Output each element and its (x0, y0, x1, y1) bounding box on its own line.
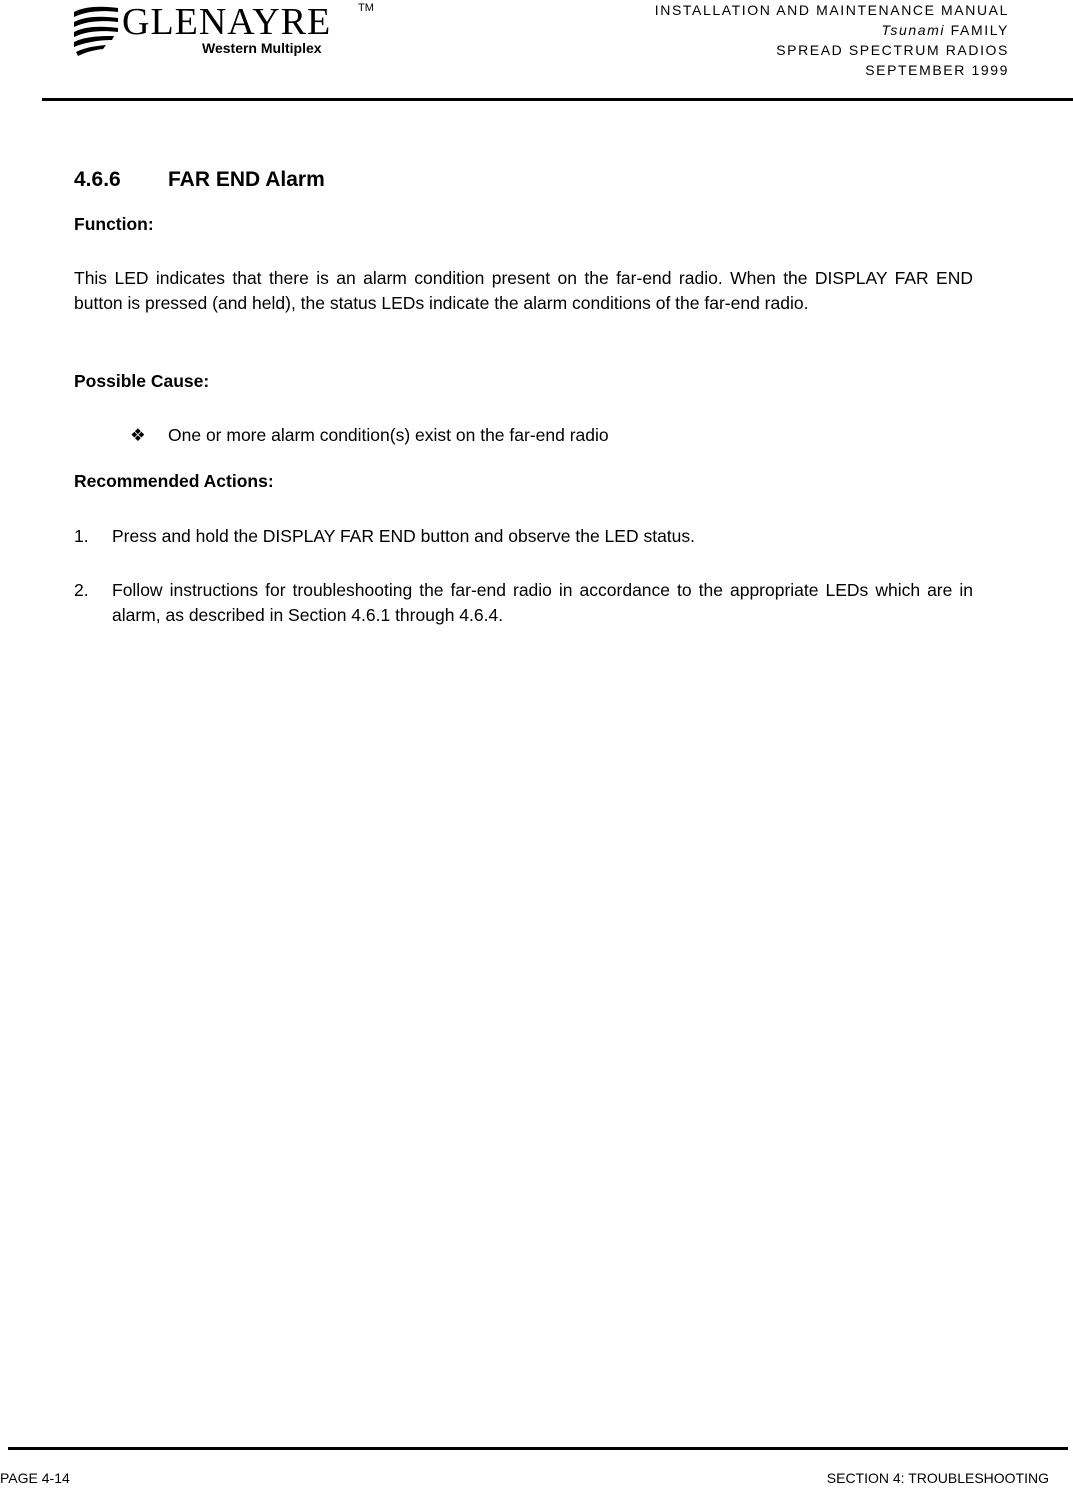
section-title: FAR END Alarm (168, 168, 325, 191)
footer-rule (8, 1447, 1068, 1450)
step-number: 2. (74, 580, 89, 600)
logo-subtitle: Western Multiplex (202, 40, 322, 56)
action-step (74, 524, 973, 549)
action-step (74, 578, 973, 628)
list-item (130, 425, 609, 446)
section-heading (74, 168, 325, 192)
logo-brand-text: GLENAYRE (122, 1, 332, 43)
bullet-diamond-icon: ❖ (130, 425, 146, 445)
header-line-date: SEPTEMBER 1999 (865, 62, 1009, 78)
step-number: 1. (74, 526, 89, 546)
recommended-actions-heading: Recommended Actions: (74, 471, 274, 491)
function-heading: Function: (74, 214, 154, 234)
function-text: This LED indicates that there is an alarm condition present on the far-end radio. When the DISPLAY FAR END button is pressed (and held), the status LEDs indicate the alarm conditions of the far-end radio. (74, 268, 973, 313)
step-text: Press and hold the DISPLAY FAR END button and observe the LED status. (112, 526, 696, 546)
header-line-manual: INSTALLATION AND MAINTENANCE MANUAL (654, 2, 1009, 18)
document-header (655, 0, 1009, 80)
step-text: Follow instructions for troubleshooting the far-end radio in accordance to the appropriate LEDs which are in alarm, as described in Section 4.6.1 through 4.6.4. (112, 580, 973, 625)
footer-section: SECTION 4: TROUBLESHOOTING (826, 1470, 1049, 1486)
header-product-name: Tsunami (881, 22, 946, 38)
header-family-label: FAMILY (945, 22, 1009, 38)
header-rule (42, 98, 1073, 101)
header-line-product: SPREAD SPECTRUM RADIOS (776, 42, 1009, 58)
section-number: 4.6.6 (74, 168, 121, 191)
possible-cause-heading: Possible Cause: (74, 371, 210, 391)
page-number: PAGE 4-14 (0, 1470, 70, 1486)
logo-trademark: TM (358, 2, 374, 14)
company-logo (70, 1, 374, 60)
header-line-family (655, 20, 1009, 40)
cause-item-text: One or more alarm condition(s) exist on the far-end radio (168, 425, 609, 445)
logo-swoosh-icon (70, 2, 122, 60)
